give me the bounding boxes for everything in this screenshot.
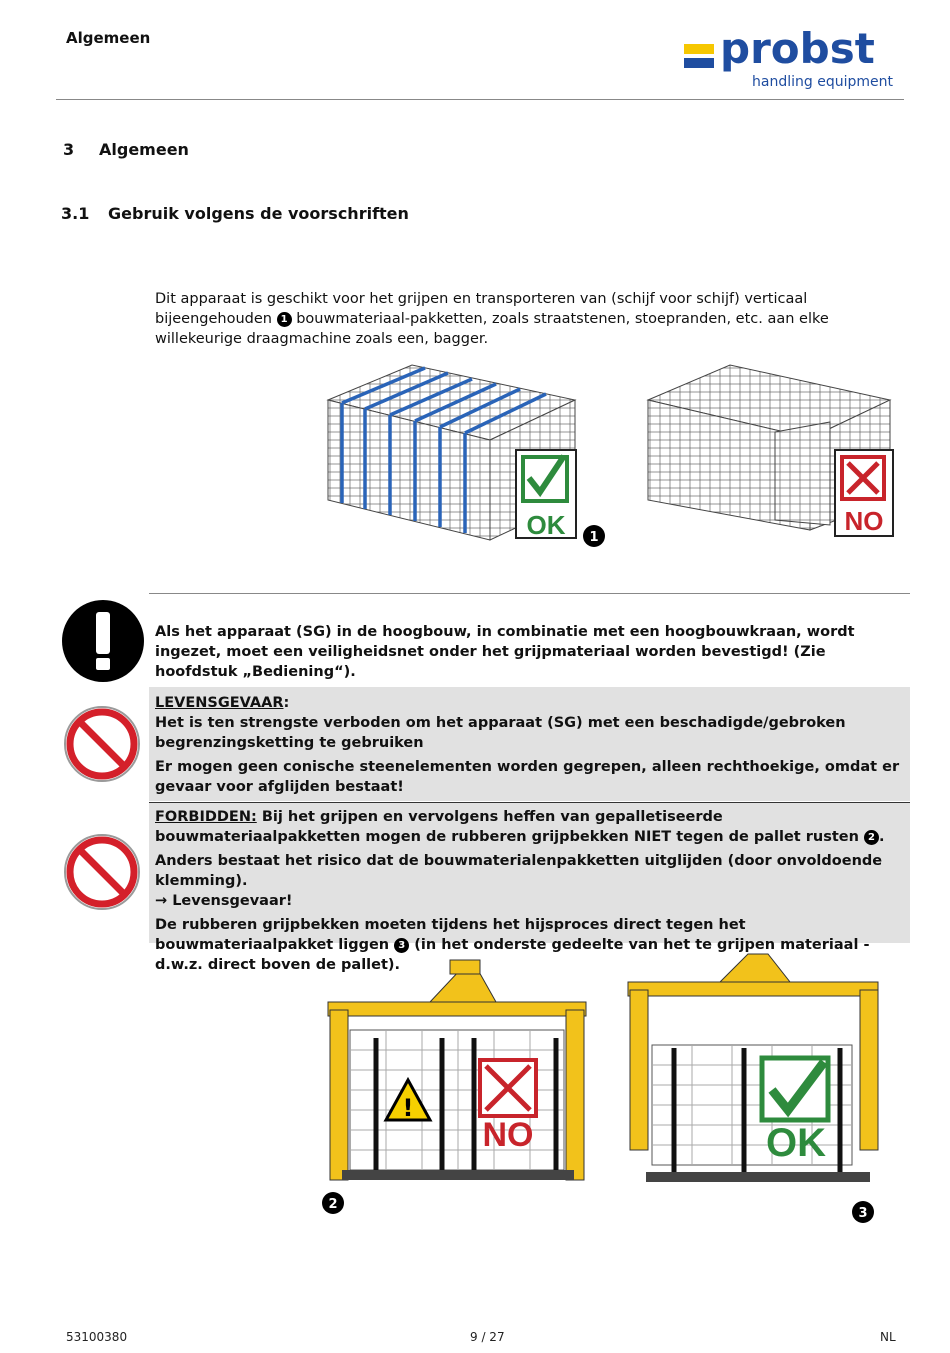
- no-label: NO: [844, 506, 884, 536]
- warning2-marker-2: 2: [864, 830, 879, 845]
- warning2-marker-3: 3: [394, 938, 409, 953]
- footer-page-number: 9 / 27: [470, 1330, 505, 1344]
- warning1-heading-suffix: :: [283, 695, 290, 711]
- prohibition-icon: [62, 832, 142, 912]
- warning2-para1-end: .: [879, 829, 885, 845]
- intro-marker: 1: [277, 312, 292, 327]
- logo-word: probst: [720, 24, 875, 73]
- section-title: Algemeen: [99, 140, 189, 159]
- intro-text-a: Dit apparaat is geschikt voor het grijpen en transporteren van (schijf voor schijf) verticaal bijeengehouden: [155, 291, 808, 327]
- warning2-para2: Anders bestaat het risico dat de bouwmaterialenpakketten uitglijden (door onvoldoende klemming).: [155, 853, 883, 889]
- footer-language: NL: [880, 1330, 896, 1344]
- warning2-heading: FORBIDDEN:: [155, 809, 257, 825]
- logo-bar-yellow: [684, 44, 714, 54]
- section-separator: [149, 593, 910, 594]
- exclamation-icon: [62, 600, 144, 682]
- warning2-levensgevaar: → Levensgevaar!: [155, 893, 293, 909]
- intro-paragraph: [155, 289, 895, 349]
- subsection-title: Gebruik volgens de voorschriften: [108, 204, 409, 223]
- figure1-marker: [583, 525, 605, 547]
- figure2-marker-left: [322, 1192, 344, 1214]
- subsection-number: 3.1: [61, 204, 90, 223]
- subsection-heading: [61, 204, 409, 223]
- figure2-ok-label: OK: [766, 1121, 826, 1165]
- probst-logo: [682, 24, 896, 96]
- warning1-para2: Er mogen geen conische steenelementen worden gegrepen, alleen rechthoekige, omdat er gevaar voor afglijden bestaat!: [155, 759, 900, 795]
- warning-box-levensgevaar: [149, 687, 910, 801]
- figure2-no-label: NO: [482, 1116, 534, 1154]
- logo-bar-blue: [684, 58, 714, 68]
- warning2-para3: De rubberen grijpbekken moeten tijdens het hijsproces direct tegen het bouwmateriaalpakket liggen: [155, 917, 746, 953]
- figure2-marker-right: [852, 1201, 874, 1223]
- no-cross-sign: [835, 450, 893, 536]
- svg-text:2: 2: [328, 1197, 338, 1212]
- warning1-heading: LEVENSGEVAAR: [155, 695, 284, 711]
- footer-doc-number: 53100380: [66, 1330, 128, 1344]
- warning2-para1: Bij het grijpen en vervolgens heffen van gepalletiseerde bouwmateriaalpakketten mogen de rubberen grijpbekken NIET tegen de pallet rusten: [155, 809, 859, 845]
- gripper-correct-illustration: [628, 954, 878, 1182]
- figure-package-ok-no: [320, 360, 910, 550]
- ok-check-sign: [516, 450, 576, 540]
- warning2-para3-end: (in het onderste gedeelte van het te grijpen materiaal - d.w.z. direct boven de pallet).: [155, 937, 870, 973]
- figure-gripper-pallet: [320, 950, 900, 1230]
- section-heading: [63, 140, 189, 159]
- safety-net-note: Als het apparaat (SG) in de hoogbouw, in combinatie met een hoogbouwkraan, wordt ingezet, moet een veiligheidsnet onder het grijpmateriaal worden bevestigd! (Zie hoofdstuk „Bediening“).: [155, 624, 855, 680]
- header-title: Algemeen: [66, 29, 151, 47]
- section-number: 3: [63, 140, 75, 159]
- svg-text:1: 1: [589, 530, 599, 545]
- warning-box-forbidden: [149, 802, 910, 973]
- header-rule: [56, 99, 904, 100]
- logo-subtitle: handling equipment: [752, 74, 893, 90]
- prohibition-icon: [62, 704, 142, 784]
- ok-label: OK: [526, 510, 566, 540]
- gripper-wrong-illustration: [328, 960, 586, 1180]
- svg-text:3: 3: [858, 1206, 868, 1221]
- intro-text-b: bouwmateriaal-pakketten, zoals straatstenen, stoepranden, etc. aan elke willekeurige draagmachine zoals een, bagger.: [155, 311, 829, 347]
- svg-text:!: !: [402, 1094, 414, 1122]
- warning1-para1: Het is ten strengste verboden om het apparaat (SG) met een beschadigde/gebroken begrenzingsketting te gebruiken: [155, 715, 846, 751]
